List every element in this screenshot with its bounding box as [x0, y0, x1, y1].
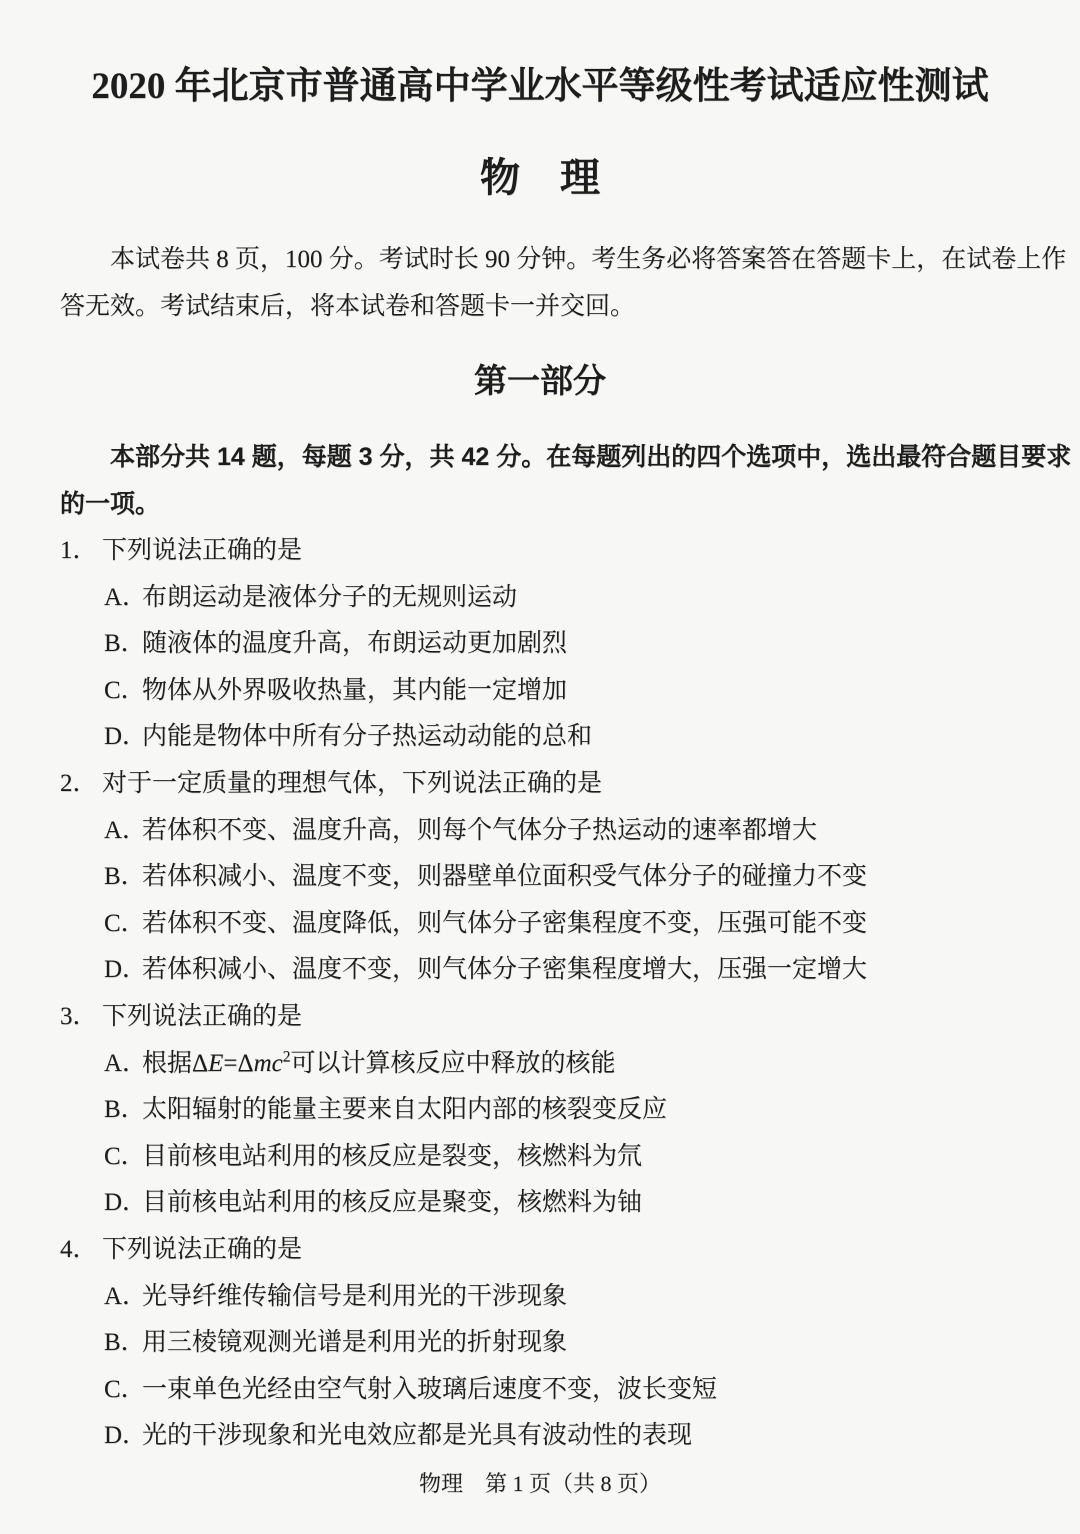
question-4-option-b: [60, 1320, 1020, 1367]
question-4-option-d: [60, 1413, 1020, 1460]
option-label: C．: [104, 909, 146, 937]
option-text: 目前核电站利用的核反应是聚变，核燃料为铀: [142, 1189, 643, 1217]
exam-subject: 物 理: [480, 155, 600, 200]
section-intro-line-1: 本部分共 14 题，每题 3 分，共 42 分。在每题列出的四个选项中，选出最符合题目要求: [110, 443, 1072, 471]
option-label: A．: [104, 816, 148, 844]
question-1-option-c: [60, 668, 1020, 715]
section-intro: [60, 434, 1072, 528]
question-1: [60, 528, 1020, 761]
question-1-option-b: [60, 621, 1020, 668]
option-text: 太阳辐射的能量主要来自太阳内部的核裂变反应: [142, 1096, 668, 1124]
question-3-option-b: [60, 1087, 1020, 1134]
option-label: B．: [104, 630, 146, 658]
option-text: 内能是物体中所有分子热运动动能的总和: [142, 723, 593, 751]
question-4-option-a: [60, 1274, 1020, 1321]
option-label: D．: [104, 1189, 148, 1217]
option-text: 布朗运动是液体分子的无规则运动: [142, 583, 518, 611]
question-4: [60, 1227, 1020, 1460]
option-text: 若体积减小、温度不变，则气体分子密集程度增大，压强一定增大: [142, 956, 868, 984]
question-3-stem-row: [60, 994, 1020, 1041]
question-4-number: 4．: [60, 1235, 98, 1263]
section-intro-line-2: 的一项。: [60, 490, 161, 518]
option-label: B．: [104, 1329, 146, 1357]
question-1-stem: 下列说法正确的是: [102, 537, 303, 564]
option-label: C．: [104, 1375, 146, 1403]
formula-delta: Δ: [192, 1049, 209, 1077]
option-text: 一束单色光经由空气射入玻璃后速度不变，波长变短: [142, 1375, 718, 1403]
section-title: 第一部分: [474, 362, 606, 399]
question-3: [60, 994, 1020, 1227]
notice-line-1: 本试卷共 8 页，100 分。考试时长 90 分钟。考生务必将答案答在答题卡上，在试卷上作: [110, 246, 1067, 273]
formula-exponent: 2: [282, 1048, 291, 1066]
question-3-option-a: [60, 1041, 1020, 1088]
question-3-stem: 下列说法正确的是: [102, 1002, 303, 1030]
question-1-option-d: [60, 714, 1020, 761]
exam-notice: [60, 236, 1067, 330]
option-text-suffix: 可以计算核反应中释放的核能: [290, 1049, 616, 1077]
exam-title: 2020 年北京市普通高中学业水平等级性考试适应性测试: [91, 66, 989, 107]
formula-var-E: E: [208, 1049, 224, 1077]
option-text: 若体积不变、温度降低，则气体分子密集程度不变，压强可能不变: [142, 909, 868, 937]
option-text: 光的干涉现象和光电效应都是光具有波动性的表现: [142, 1422, 693, 1450]
question-4-stem-row: [60, 1227, 1020, 1274]
option-label: D．: [104, 956, 148, 984]
question-2-option-d: [60, 947, 1020, 994]
option-label: C．: [104, 1142, 146, 1170]
question-2-option-c: [60, 901, 1020, 948]
option-text-prefix: 根据: [142, 1049, 193, 1077]
option-label: A．: [104, 583, 148, 611]
option-label: D．: [104, 1422, 148, 1450]
option-text: 光导纤维传输信号是利用光的干涉现象: [142, 1282, 568, 1310]
question-list: [60, 528, 1020, 1460]
question-2-option-b: [60, 854, 1020, 901]
question-1-number: 1．: [60, 537, 98, 564]
notice-line-2: 答无效。考试结束后，将本试卷和答题卡一并交回。: [60, 293, 636, 320]
option-label: B．: [104, 1096, 146, 1124]
question-3-number: 3．: [60, 1002, 98, 1030]
option-label: C．: [104, 676, 146, 704]
question-2: [60, 761, 1020, 994]
question-4-stem: 下列说法正确的是: [102, 1235, 303, 1263]
option-text: 目前核电站利用的核反应是裂变，核燃料为氘: [142, 1142, 643, 1170]
page-footer: 物理 第 1 页（共 8 页）: [418, 1470, 661, 1496]
question-3-option-d: [60, 1180, 1020, 1227]
formula-equals-delta: =Δ: [223, 1049, 254, 1077]
option-label: B．: [104, 863, 146, 891]
option-text: 若体积不变、温度升高，则每个气体分子热运动的速率都增大: [142, 816, 818, 844]
option-label: D．: [104, 723, 148, 751]
question-1-option-a: [60, 575, 1020, 622]
question-2-stem-row: [60, 761, 1020, 808]
option-label: A．: [104, 1049, 148, 1077]
question-2-option-a: [60, 808, 1020, 855]
formula-var-mc: mc: [253, 1049, 283, 1077]
option-text: 随液体的温度升高，布朗运动更加剧烈: [142, 630, 568, 658]
option-label: A．: [104, 1282, 148, 1310]
question-1-stem-row: [60, 528, 1020, 575]
question-3-option-c: [60, 1134, 1020, 1181]
option-text: 若体积减小、温度不变，则器壁单位面积受气体分子的碰撞力不变: [142, 863, 868, 891]
option-text: 用三棱镜观测光谱是利用光的折射现象: [142, 1329, 568, 1357]
question-2-stem: 对于一定质量的理想气体，下列说法正确的是: [102, 769, 603, 797]
question-2-number: 2．: [60, 769, 98, 797]
question-4-option-c: [60, 1367, 1020, 1414]
option-text: 物体从外界吸收热量，其内能一定增加: [142, 676, 568, 704]
